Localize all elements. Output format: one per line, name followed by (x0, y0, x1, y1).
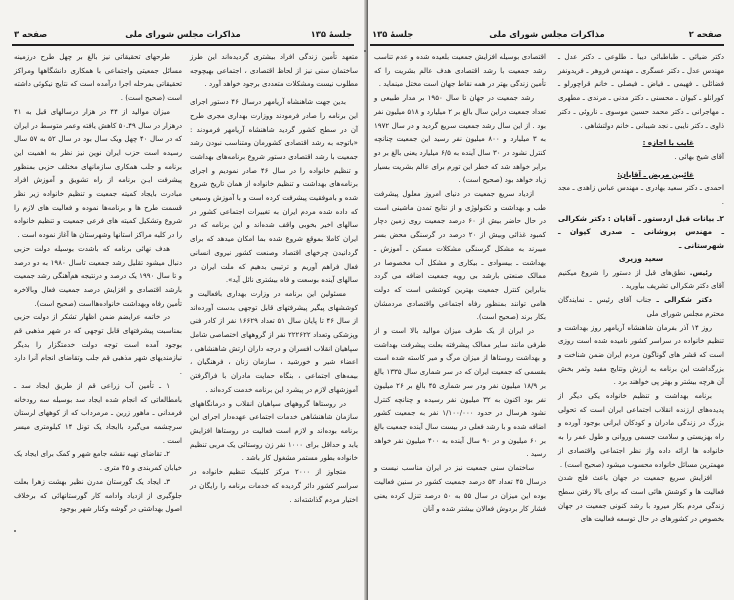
paragraph: طرحهای تحقیقاتی نیز بالغ بر چهل طرح درزمینه مسائل جمعیتی واجتماعی با همکاری دانشگاهها ومراکز تحقیقاتی بمرحله اجرا درآمده است که نتایج نیکوئی داشته است (صحیح است) . (14, 52, 182, 103)
paragraph: هدف نهائی برنامه که باشدت بوسیله دولت حزبی دنبال میشود تقلیل رشد جمعیت تاسال ۱۹۸۰ به دو درصد و تا سال ۱۹۹۰ یک درصد و درنتیجه هم‌آهنگی رشد جمعیت بارشد اقتصادی و افزایش درصد جمعیت فعال وبالاخره تأمین رفاه وبهداشت خانواده‌هااست (صحیح است). (14, 243, 182, 308)
absent-sick-list: احمدی ـ دکتر سعید بهادری ـ مهندس عباس زاهدی ـ مجد . (558, 183, 724, 207)
speaker-paragraph (558, 266, 724, 293)
session-label: جلسهٔ ۱۳۵ (372, 29, 414, 39)
speaker-paragraph (558, 293, 724, 320)
page-2 (368, 0, 734, 600)
header-rule (370, 44, 724, 46)
speech-text: نطق‌های قبل از دستور را شروع میکنیم آقای دکتر شکرالی تشریف بیاورید . (558, 267, 724, 291)
column-right (190, 50, 358, 506)
section-heading-absent-sick: غائبین مریض ـ آقایان: (617, 169, 694, 179)
paragraph: متجاوز از ۲۰۰۰ مرکز کلینیک تنظیم خانواده در سراسر کشور دائر گردیده که خدمات برنامه را رایگان در اختیار مردم گذاشته‌اند . (190, 467, 358, 504)
paragraph: میزان موالید از ۴۴ در هزار درسالهای قبل به ۴۱ درهزار در سال ۴۹ـ۵۰ کاهش یافته وعمر متوسط در ایران که در سال ۴۰ چهل ویک سال بود در سال ۵۲ به ۵۷ سال رسیده است حزب ایران نوین نیز نظر به اهمیت این برنامه و جلب همکاری سازمانهای مختلف حزبی بمنظور پیشرفت ایـن برنامه از راه تشویق و آموزش افراد مبادرت بایجاد کمیته جمعیت و تنظیم خانواده زیر نظر قسمت طرح ها و برنامه‌ها نموده و فعالیت های لازم را شروع وتشکیل کمیته های فرعی جمعیت و تنظیم خانواده را در کلیه مراکز استانها وشهرستان ها آغاز نموده است . (14, 106, 182, 240)
page-3 (0, 0, 366, 600)
paragraph: اقتصادی بوسیله افزایش جمعیت بلعیده شده و عدم تناسب رشد جمعیت با رشد اقتصادی هدف عالم بشریت را که تأمین زندگی بهتر در همه نقاط جهان است مختل مینماید . (374, 52, 546, 89)
column-right (558, 50, 724, 526)
paragraph: ازدیاد سریع جمعیت در دنیای امروز معلول پیشرفت طب و بهداشت و تکنولوژی و از نتایج تمدن ماشینی است در حال حاضر بیش از ۶۰ درصد جمعیت روی زمین دچار کمبود غذائی وبیش از ۲۰ درصد در گرسنگی محض بسر میبرند به مشکل گرسنگی مشکلات مسکن ـ آموزش ـ بهداشت ـ بیسوادی ـ بیکاری و مشکل آب مخصوصا در ممالک صنعتی بارشد بی رویه جمعیت اضافه می گردد بنابراین کنترل جمعیت بهترین کوششی است که دولت هامی توانند بمنظور رفاه اجتماعی واقتصادی مردمشان بکار برند (صحیح است). (374, 189, 546, 322)
agenda-item-heading-end: سعید وزیری (618, 254, 664, 264)
speaker-label: دکتر شکرالی ـ (656, 295, 712, 305)
list-item: ۱ ـ تأمین آب زراعی قم از طریق ایجاد سد ـ بامطالعاتی که انجام شده ایجاد سد بوسیله سه رودخانه فرمدانی ـ ماهور زرین ـ مرمرداب که از کوههای لرستان سرچشمه می‌گیرد باایجاد یک تونل ۱۴ کیلومتری میسر است . (14, 380, 182, 445)
paragraph: در خاتمه عرایضم ضمن اظهار تشکر از دولت حزبی بمناسبت پیشرفتهای قابل توجهی که در شهر مذهبی قم بوجود آمده است توجه دولت خدمتگزار را بدیگر نیازمندیهای شهر مذهبی قم جلب وتقاضای انجام آنرا دارد . (14, 312, 182, 377)
paragraph: در ایران از یک طرف میزان موالید بالا است و از طرفی مانند سایر ممالک پیشرفته بعلت پیشرفت بهداشت و بهداشت روستاها از میزان مرگ و میر کاسته شده است بقسمی که جمعیت ایران که در سر شماری سال ۱۳۳۵ بالغ بر ۱۸/۹ میلیون نفر ودر سر شماری ۴۵ بالغ بر ۲۶ میلیون نفر بود اکنون به ۳۲ میلیون نفر رسیده و چنانچه کنترل نشود هرسال در حدود ۱/۱۰۰/۰۰۰ نفر به جمعیت کشور اضافه شده و با رشد فعلی در بیست سال آینده جمعیت بالغ بر ۶۰ میلیون و در ۹۰ سال آینده به ۴۰۰ میلیون نفر خواهد رسید . (374, 326, 547, 459)
attendee-list: دکتر ضیائی ـ طباطبائی دیبا ـ طلوعی ـ دکتر عدل ـ مهندس عدل ـ دکتر عسگری ـ مهندس فروهر ـ فریدونفر فضائلی ـ فهیمی ـ فیاض ـ فیصلی ـ خانم قراچورلو ـ کورانلو ـ کیوان ـ محسنی ـ دکتر مدنی ـ مرندی ـ مطهری ـ مهاجرانی ـ دکتر محمد حسین موسوی ـ ناروئی ـ دکتر ذاوی ـ دکتر نایبی ـ نجد شیبانی ـ خانم دولتشاهی . (558, 52, 724, 130)
column-left (14, 50, 182, 516)
section-heading-absent-with-leave: غایب با اجازه : (642, 138, 694, 148)
paragraph: برنامه بهداشت و تنظیم خانواده یکی دیگر از پدیده‌های ارزنده انقلاب اجتماعی ایران است که تحولی بزرگ در زندگی مادران و کودکان ایرانی بوجود آورده و راه بهزیستی و سلامت جسمی وروانی و طول عمر را به خانواده ها ارائه داده واز نظر اجتماعی واقتصادی از مهمترین مسائل خانواده محسوب میشود (صحیح است) . (558, 391, 724, 469)
speaker-label: رئیس. (689, 267, 712, 277)
page-number: صفحه ۲ (688, 29, 722, 39)
paragraph: رشد جمعیت در جهان تا سال ۱۹۵۰ بر مدار طبیعی و تعداد جمعیت دراین سال بالغ بر ۲ میلیارد و ۵۱۸ میلیون نفر بود . از این سال رشد جمعیت سریع گردید و در سال ۱۹۷۲ به ۳ میلیارد و ۸۰۰ میلیون نفر رسید این جمعیت چنانچه کنترل نشود در ۳۰ سال آینده به ۶/۵ میلیارد یعنی بالغ بر دو برابر خواهد شد که خطر این تورم برای عالم بشریت بسیار زیاد خواهد بود (صحیح است) . (374, 93, 547, 185)
paragraph: بدین جهت شاهنشاه آریامهر درسال ۴۶ دستور اجرای این برنامه را صادر فرمودند ووزارت بهداری مجری طرح آن در سطح کشور گردید شاهنشاه آریامهر فرمودند : «باتوجه به رشد اقتصادی کشورمان ومتناسب نبودن رشد جمعیت با رشد اقتصادی دستور شروع برنامه‌های بهداشت و تنظیم خانواده را در سال ۴۶ صادر نمودیم و اجرای برنامه‌های بهداشت و تنظیم خانواده از همان تاریخ شروع شده و باموفقیت پیشرفت کرده است و با آموزش وسیعی که داده شده مردم ایران به تغییرات اجتماعی کشور در سالهای اخیر بخوبی واقف شده‌اند و این برنامه که در ایران کاملا بموقع شروع شده بما امکان میدهد که برای گردانیدن چرخهای اقتصاد وصنعت کشور نیروی انسانی فعال فراهم آوریم و ترتیبی بدهیم که ملت ایران در سالهای آینده بوسعت و فاه بیشتری نائل آید». (190, 97, 358, 285)
paragraph: ساختمان سنی جمعیت نیز در ایران مناسب نیست و درسال ۴۵ تعداد ۵۳ درصد جمعیت کشور در سنین فعالیت بوده این میزان در سال ۵۵ به ۵۰ درصد تنزل کرده یعنی فشار کار بردوش فعالان بیشتر شده و آنان (374, 463, 547, 514)
column-left (374, 50, 546, 516)
paragraph: افزایش سریع جمعیت در جهان باعث فلج شدن فعالیت ها و کوشش هائی است که برای بالا رفتن سطح زندگی مردم بکار میرود با رشد کنونی جمعیت در جهان بخصوص در کشورهای در حال توسعه فعالیت های (558, 473, 724, 524)
list-item: ۲ـ تقاضای تهیه نقشه جامع شهر و کمک برای ایجاد یک خیابان کمربندی و ۴۵ متری . (14, 449, 182, 473)
speech-text: جناب آقای رئیس ـ نمایندگان محترم مجلس شورای ملی (558, 295, 724, 318)
list-item: ۳ـ ایجاد یک گورستان مدرن نظیر بهشت زهرا بعلت جلوگیری از ازدیاد وادامه کار گورستانهائی که برخلاف اصول بهداشتی در گوشه وکنار شهر بوجود (14, 476, 182, 514)
scan-speck (364, 50, 366, 52)
page-number: صفحه ۳ (14, 29, 48, 39)
paragraph: مسئولین این برنامه در وزارت بهداری بافعالیت و کوششهای پیگیر پیشرفتهای قابل توجهی بدست آورده‌اند از سال ۴۶ تا پایان سال ۵۱ تعداد ۱۶۶۲۹ نفر از کادر فنی وپزشکی وتعداد ۲۲۲۶۲۲ نفر از گروههای اختصاصی شامل سپاهیان انقلاب افسران و درجه داران ارتش شاهنشاهی ، اعضاء شیر و خورشید ، سازمان زنان ، فرهنگیان ، بیمه‌های اجتماعی ، بنگاه حمایت مادران با فراگرفتن آموزشهای لازم در پیشرد این برنامه خدمت کرده‌اند . (190, 288, 359, 394)
paragraph: روز ۱۴ آذر بفرمان شاهنشاه آریامهر روز بهداشت و تنظیم خانواده در سراسر کشور نامیده شده است روزی است که قشر های گوناگون مردم ایران ضمن شناخت و بزرگداشت این برنامه به ارزش ونتایج مفید وثمر بخش آن هرچه بیشتر و بهتر پی خواهند برد . (558, 322, 724, 387)
page-header (372, 29, 722, 43)
absent-with-leave-list: آقای شیخ بهائی . (674, 151, 724, 161)
running-title: مذاکرات مجلس شورای ملی (125, 29, 241, 39)
running-title: مذاکرات مجلس شورای ملی (489, 29, 605, 39)
agenda-item-heading: ۲ـ بیانات قبل ازدستور ـ آقایان : دکتر شکرالی ـ مهندس پروشانی ـ صدری کیوان ـ شهرستانی ـ (558, 213, 724, 250)
page-header (14, 29, 352, 43)
paragraph: متعهد تأمین زندگی افراد بیشتری گردیده‌اند این طرز ساختمان سنی نیز از لحاظ اقتصادی ، اجتماعی بهیچوجه مطلوب نیست ومشکلات متعددی برجود خواهد آورد . (190, 52, 358, 89)
scan-speck (14, 530, 16, 532)
header-rule (12, 44, 354, 46)
session-label: جلسهٔ ۱۳۵ (310, 29, 352, 39)
paragraph: در روستاها گروههای سپاهیان انقلاب و درمانگاههای سازمان شاهنشاهی خدمات اجتماعی عهده‌دار اجرای این برنامه بوده‌اند و لازم است فعالیت در روستاها افزایش یابد و حداقل برای ۱۰۰۰ نفر زن روستائی یک مربی تنظیم خانواده بطور مستمر مشغول کار باشد . (190, 398, 358, 463)
